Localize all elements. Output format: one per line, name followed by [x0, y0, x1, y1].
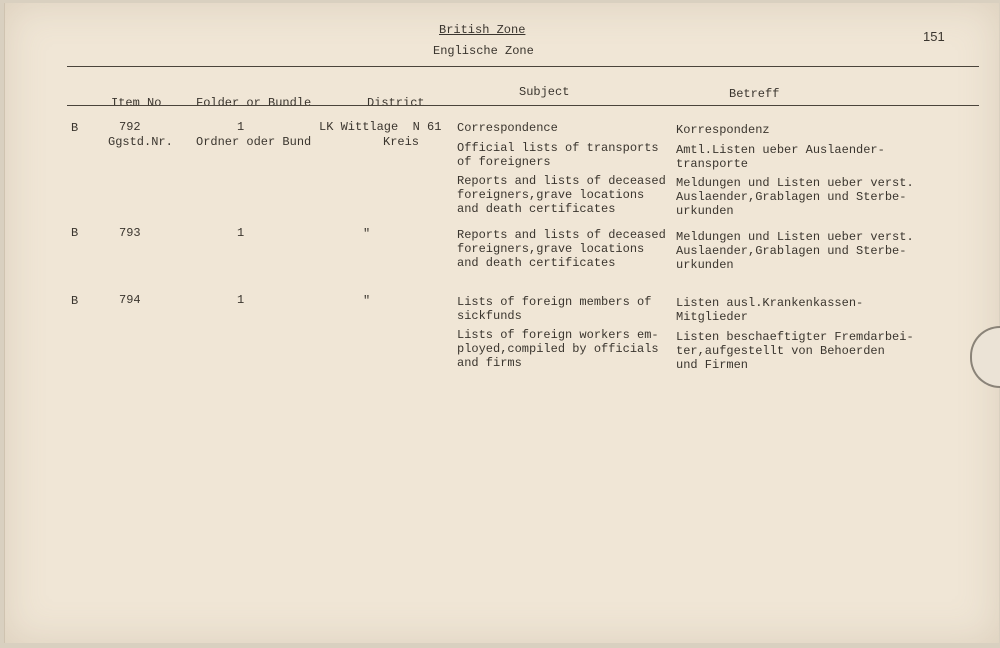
- page-number: 151: [923, 29, 945, 44]
- col-header-item-no-de: Ggstd.Nr.: [108, 135, 173, 149]
- row-792-betreff-1: Korrespondenz: [676, 123, 770, 137]
- row-792-betreff-2: Amtl.Listen ueber Auslaender- transporte: [676, 143, 885, 171]
- row-793-subject-1: Reports and lists of deceased foreigners,grave locations and death certificates: [457, 228, 666, 270]
- row-792-prefix: B: [71, 121, 79, 135]
- row-794-prefix: B: [71, 294, 79, 308]
- row-794-subject-2: Lists of foreign workers em- ployed,compiled by officials and firms: [457, 328, 659, 370]
- top-rule: [67, 66, 979, 67]
- row-792-betreff-3: Meldungen und Listen ueber verst. Auslaender,Grablagen und Sterbe- urkunden: [676, 176, 914, 218]
- row-794-betreff-1: Listen ausl.Krankenkassen- Mitglieder: [676, 296, 864, 324]
- zone-title: British Zone: [439, 23, 526, 37]
- row-793-betreff-1: Meldungen und Listen ueber verst. Auslaender,Grablagen und Sterbe- urkunden: [676, 230, 914, 272]
- col-header-folder-en: Folder or Bundle: [196, 96, 312, 110]
- zone-subtitle: Englische Zone: [433, 44, 534, 58]
- header-rule: [67, 105, 979, 106]
- row-794-subject-1: Lists of foreign members of sickfunds: [457, 295, 652, 323]
- col-header-betreff: Betreff: [729, 87, 780, 101]
- row-792-subject-3: Reports and lists of deceased foreigners,grave locations and death certificates: [457, 174, 666, 216]
- row-793-item: 793: [119, 226, 141, 240]
- row-794-betreff-2: Listen beschaeftigter Fremdarbei- ter,aufgestellt von Behoerden und Firmen: [676, 330, 914, 372]
- row-793-district: ": [363, 227, 371, 241]
- row-792-item: 792: [119, 120, 141, 134]
- row-792-subject-2: Official lists of transports of foreigners: [457, 141, 659, 169]
- row-793-prefix: B: [71, 226, 79, 240]
- row-792-subject-1: Correspondence: [457, 121, 558, 135]
- col-header-folder: [196, 71, 311, 175]
- row-794-item: 794: [119, 293, 141, 307]
- col-header-folder-de: Ordner oder Bund: [196, 135, 312, 149]
- row-793-folder: 1: [237, 226, 245, 240]
- row-794-district: ": [363, 294, 371, 308]
- col-header-district-en: District: [367, 96, 425, 110]
- col-header-item-no-en: Item No: [111, 96, 162, 110]
- col-header-subject: Subject: [519, 85, 570, 99]
- document-page: [4, 3, 999, 643]
- col-header-district-de: Kreis: [383, 135, 420, 149]
- row-792-folder: 1: [237, 120, 245, 134]
- row-794-folder: 1: [237, 293, 245, 307]
- row-792-district: LK Wittlage N 61: [319, 120, 442, 134]
